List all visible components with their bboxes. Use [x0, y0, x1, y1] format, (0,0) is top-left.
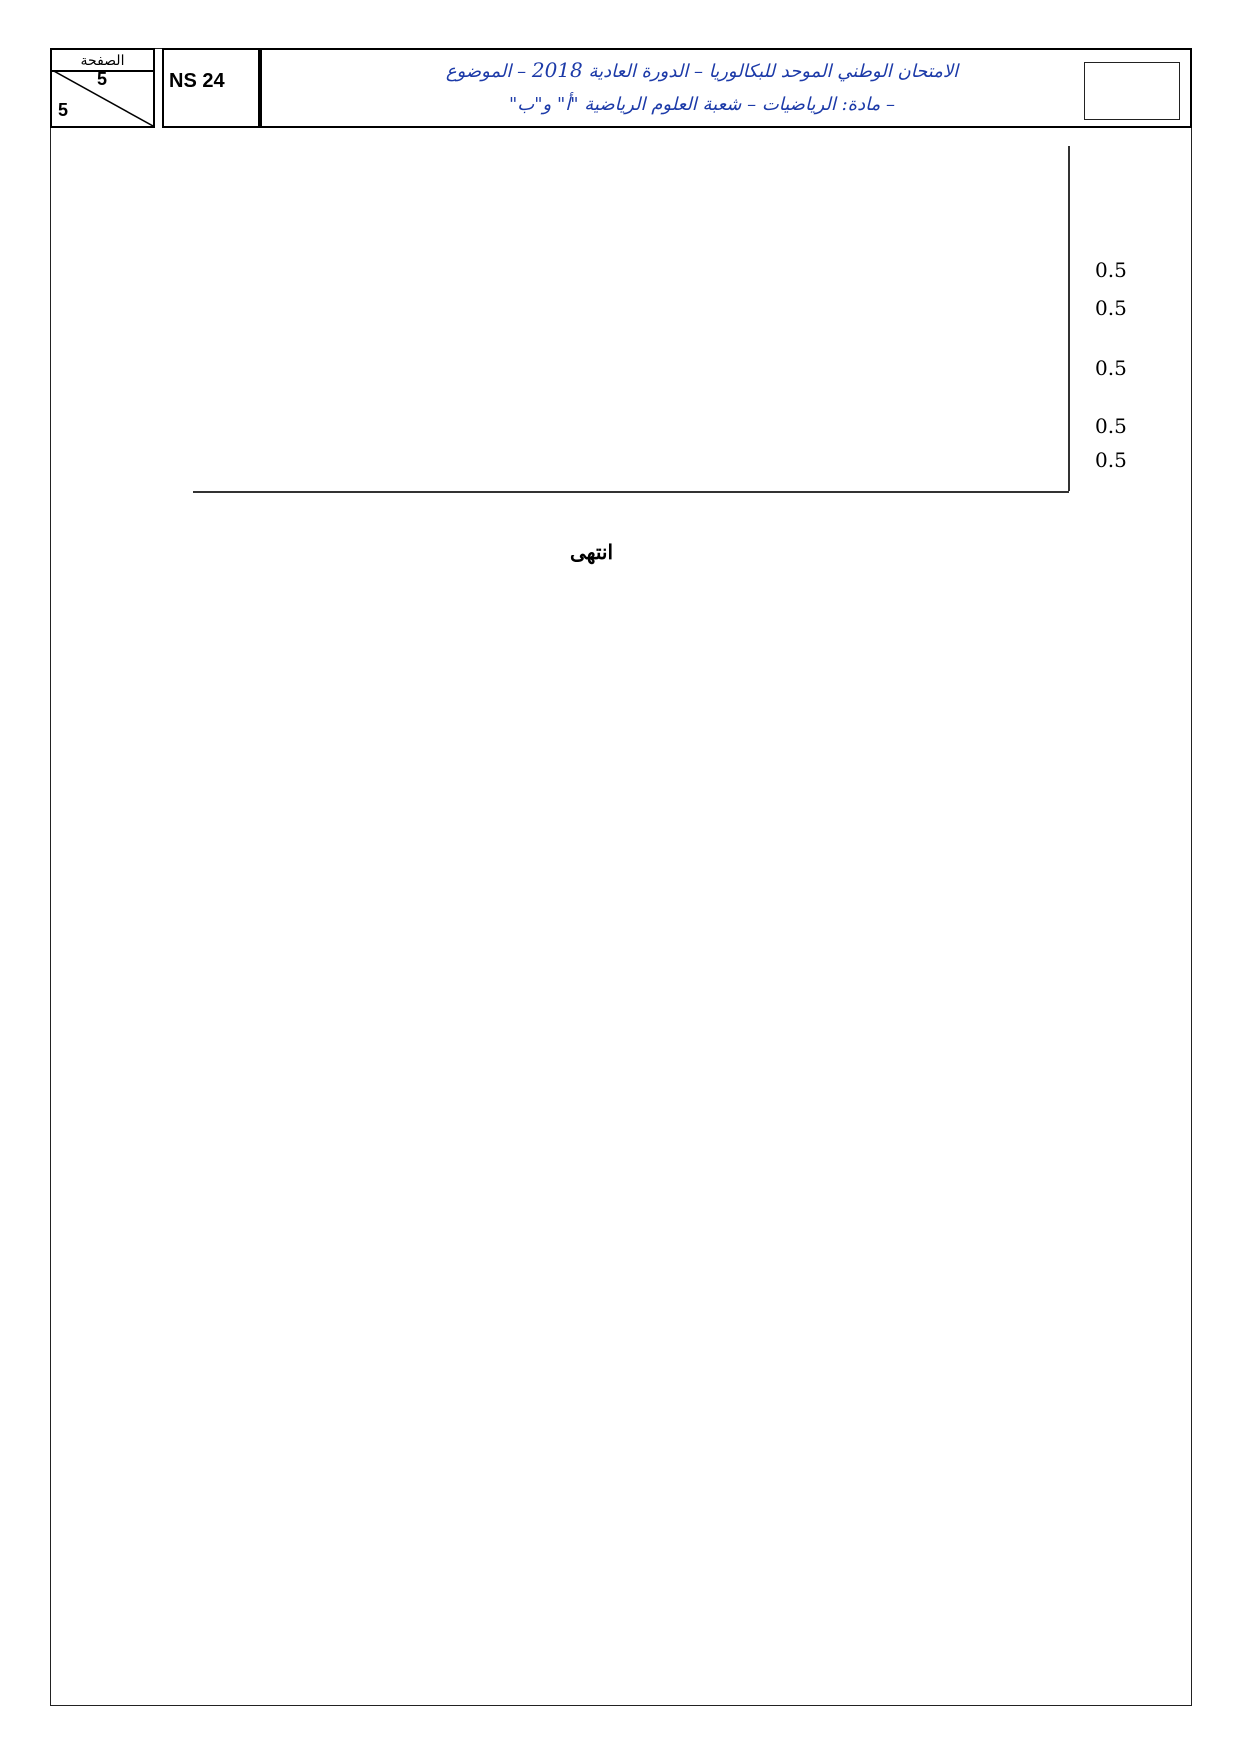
item-2b-points: 0.5 [1095, 356, 1127, 380]
exam-header [50, 48, 1192, 128]
page-total: 5 [58, 100, 69, 120]
exam-title-line-1 [352, 58, 1052, 82]
exam-code-box [162, 48, 260, 128]
item-2d-points: 0.5 [1095, 448, 1127, 472]
page-current: 5 [97, 69, 108, 89]
stamp-box [1084, 62, 1180, 120]
page-border [50, 48, 1192, 1706]
item-1-points: 0.5 [1095, 258, 1127, 282]
item-2a-points: 0.5 [1095, 296, 1127, 320]
page-label: الصفحة [52, 50, 153, 72]
title-line1-a: الامتحان الوطني الموحد للبكالوريا – الدورة العادية [588, 61, 959, 82]
exam-year: 2018 [531, 58, 583, 82]
points-divider [1068, 146, 1070, 491]
exercise-bottom-rule [193, 491, 1069, 493]
title-line1-b: – الموضوع [445, 61, 527, 82]
exam-title-line-2: – مادة: الرياضيات – شعبة العلوم الرياضية "أ" و"ب" [509, 94, 895, 115]
page-number-box [50, 48, 155, 128]
exam-code: NS 24 [169, 70, 225, 92]
exam-title-box [260, 48, 1192, 128]
item-2c-points: 0.5 [1095, 414, 1127, 438]
end-mark: انتهى [570, 542, 614, 564]
